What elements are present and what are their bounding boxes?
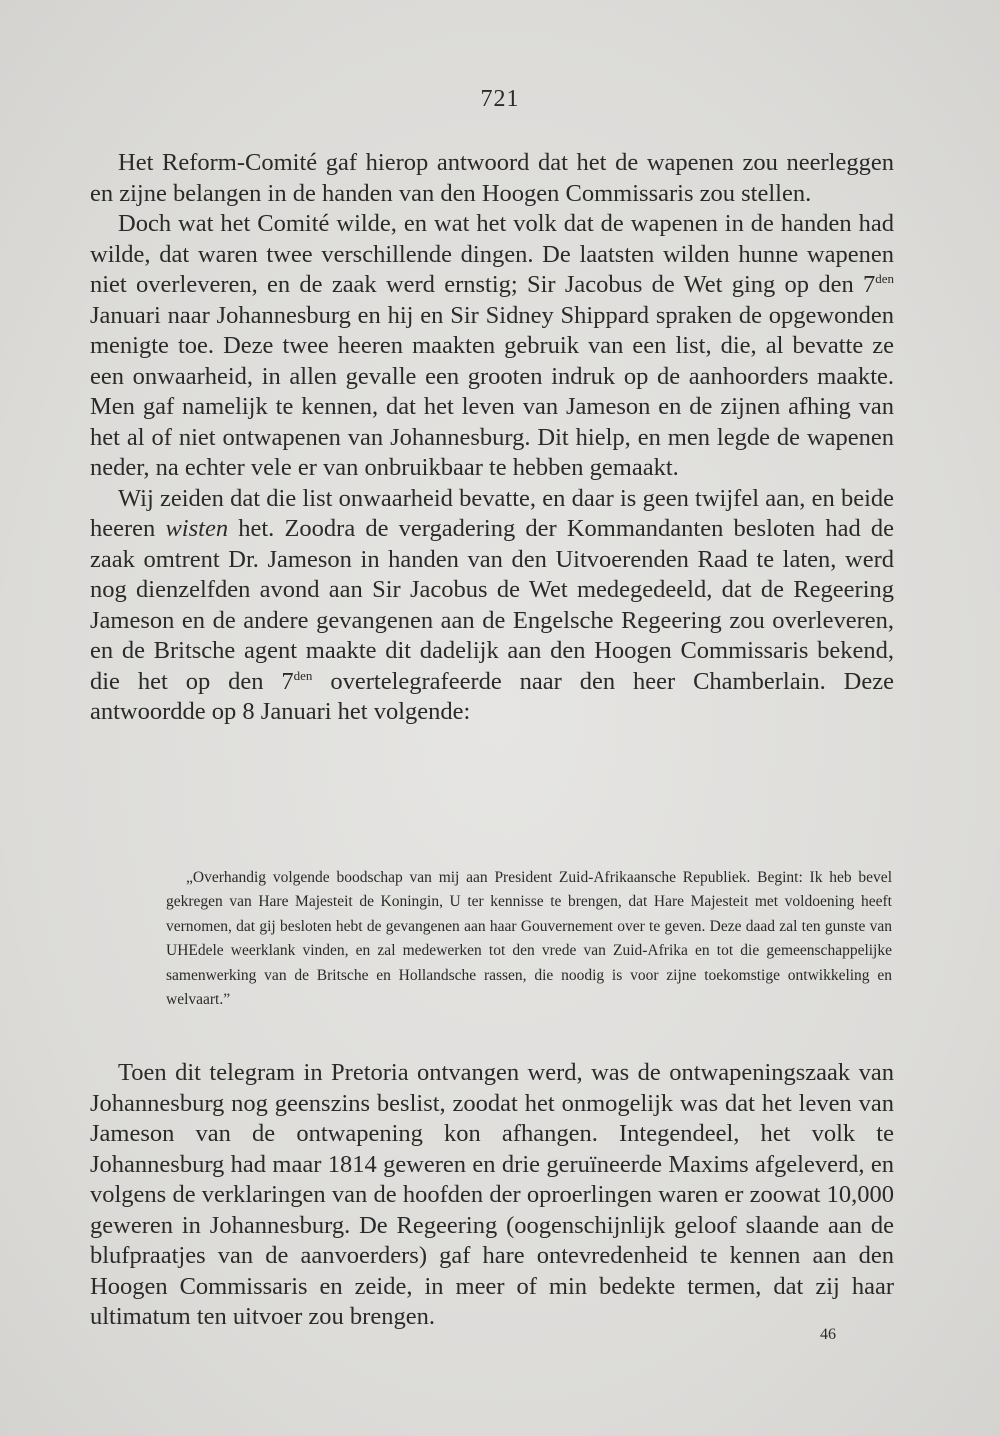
- lower-text-block: [90, 1058, 894, 1333]
- paragraph-comite-wilde: [90, 209, 894, 484]
- superscript-den: den: [293, 667, 313, 683]
- page-number: 721: [480, 86, 520, 112]
- text-run: Wij zeiden dat die list onwaarheid bevatte, en daar is geen twijfel aan, en beide heeren: [90, 484, 894, 542]
- paragraph-list-onwaarheid: [90, 484, 894, 728]
- text-run: het. Zoodra de vergadering der Kommandanten besloten had de zaak omtrent Dr. Jameson in handen van den Uitvoerenden Raad te laten, werd nog dienzelfden avond aan Sir Jacobus de Wet medegedeeld, dat de Regeering Jameson en de andere gevangenen aan de Engelsche Regeering zou overleveren, en de Britsche agent maakte dit dadelijk aan den Hoogen Commissaris bekend, die het op den 7: [90, 515, 894, 695]
- emphasis-wisten: wisten: [165, 515, 229, 542]
- telegram-quote: [166, 866, 892, 1012]
- paragraph-telegram-pretoria: Toen dit telegram in Pretoria ontvangen werd, was de ontwapeningszaak van Johannesburg nog geenszins beslist, zoodat het onmogelijk was dat het leven van Jameson van de ontwapening kon afhangen. Integendeel, het volk te Johannesburg had maar 1814 geweren en drie geruïneerde Maxims afgeleverd, en volgens de verklaringen van de hoofden der oproerlingen waren er zoowat 10,000 geweren in Johannesburg. De Regeering (oogenschijnlijk geloof slaande aan de blufpraatjes van de aanvoerders) gaf hare ontevredenheid te kennen aan den Hoogen Commissaris en zeide, in meer of min bedekte termen, dat zij haar ultimatum ten uitvoer zou brengen.: [90, 1059, 894, 1330]
- text-run: Januari naar Johannesburg en hij en Sir Sidney Shippard spraken de opgewonden menigte toe. Deze twee heeren maakten gebruik van een list, die, al bevatte ze een onwaarheid, in allen gevalle een grooten indruk op de aanhoorders maakte. Men gaf namelijk te kennen, dat het leven van Jameson en de zijnen afhing van het al of niet ontwapenen van Johannesburg. Dit hielp, en men legde de wapenen neder, na echter vele er van onbruikbaar te hebben gemaakt.: [90, 301, 894, 481]
- paragraph-reform-comite: Het Reform-Comité gaf hierop antwoord dat het de wapenen zou neerleggen en zijne belangen in de handen van den Hoogen Commissaris zou stellen.: [90, 149, 894, 207]
- main-text-block: [90, 148, 894, 728]
- signature-mark: 46: [820, 1326, 836, 1343]
- quote-text: „Overhandig volgende boodschap van mij aan President Zuid-Afrikaansche Republiek. Begint: Ik heb bevel gekregen van Hare Majesteit de Koningin, U ter kennisse te brengen, dat Hare Majesteit met voldoening heeft vernomen, dat gij besloten hebt de gevangenen aan haar Gouvernement over te geven. Deze daad zal ten gunste van UHEdele weerklank vinden, en zal medewerken tot den vrede van Zuid-Afrika en tot die gemeenschappelijke samenwerking van de Britsche en Hollandsche rassen, die noodig is voor zijne toekomstige ontwikkeling en welvaart.”: [166, 869, 892, 1009]
- superscript-den: den: [875, 271, 894, 286]
- text-run: Doch wat het Comité wilde, en wat het volk dat de wapenen in de handen had wilde, dat waren twee verschillende dingen. De laatsten wilden hunne wapenen niet overleveren, en de zaak werd ernstig; Sir Jacobus de Wet ging op den 7: [90, 210, 894, 298]
- text-run: overtelegrafeerde naar den heer Chamberlain. Deze antwoordde op 8 Januari het volgende:: [90, 667, 894, 725]
